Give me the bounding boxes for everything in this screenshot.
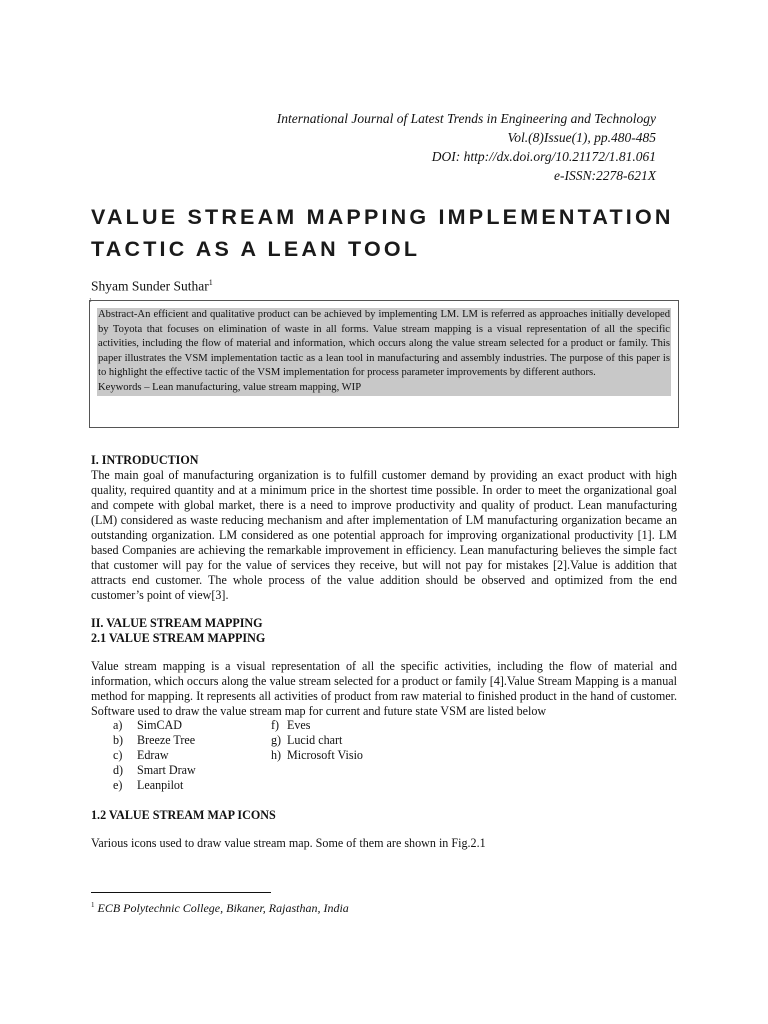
- list-item: [113, 748, 363, 763]
- list-item-label: Eves: [287, 718, 311, 732]
- journal-issn: e-ISSN:2278-621X: [554, 168, 656, 183]
- list-item: [113, 763, 363, 778]
- list-marker: b): [113, 733, 124, 747]
- abstract-highlight: [97, 308, 671, 396]
- list-item-label: Smart Draw: [137, 763, 196, 777]
- affiliation-mark: 1: [89, 298, 92, 304]
- software-list: [113, 718, 363, 793]
- list-item-label: Edraw: [137, 748, 169, 762]
- footnote-text: ECB Polytechnic College, Bikaner, Rajasthan, India: [97, 901, 349, 915]
- abstract-text: Abstract-An efficient and qualitative product can be achieved by implementing LM. LM is referred as approaches initially developed by Toyota that focuses on elimination of waste in all forms. Value stream mapping is a visual representation of all the specific activities, including the flow of material and information, which occurs along the value stream selected for a product or family. This paper illustrates the VSM implementation tactic as a lean tool in manufacturing and assembly industries. The purpose of this paper is to highlight the effective tactic of the VSM implementation for process parameter improvements by different authors.: [98, 309, 670, 379]
- list-marker: h): [271, 748, 282, 762]
- list-marker: c): [113, 748, 123, 762]
- abstract-keywords: Keywords – Lean manufacturing, value stream mapping, WIP: [98, 381, 362, 393]
- subsection-heading-icons: 1.2 VALUE STREAM MAP ICONS: [91, 808, 276, 822]
- list-marker: e): [113, 778, 123, 792]
- journal-name: International Journal of Latest Trends in Engineering and Technology: [276, 111, 656, 126]
- list-item-label: Microsoft Visio: [287, 748, 363, 762]
- section-heading-vsm: II. VALUE STREAM MAPPING: [91, 616, 263, 630]
- intro-heading: I. INTRODUCTION: [91, 453, 199, 467]
- vsm-paragraph: Value stream mapping is a visual representation of all the specific activities, including the flow of material and information, which occurs along the value stream selected for a product or family [4].Value Stream Mapping is a manual method for mapping. It represents all activities of product from raw material to finished product in the hand of customer. Software used to draw the value stream map for current and future state VSM are listed below: [91, 659, 677, 718]
- journal-header: [277, 109, 656, 185]
- list-marker: f): [271, 718, 280, 732]
- subsection-heading-vsm: 2.1 VALUE STREAM MAPPING: [91, 631, 266, 645]
- list-item-label: Lucid chart: [287, 733, 343, 747]
- list-item-label: SimCAD: [137, 718, 183, 732]
- list-item-label: Leanpilot: [137, 778, 184, 792]
- list-marker: g): [271, 733, 282, 747]
- title-line-1: VALUE STREAM MAPPING IMPLEMENTATION: [91, 205, 674, 229]
- list-item-label: Breeze Tree: [137, 733, 196, 747]
- list-marker: d): [113, 763, 124, 777]
- footnote-marker: 1: [91, 901, 95, 909]
- title-line-2: TACTIC AS A LEAN TOOL: [91, 237, 421, 261]
- author-name: Shyam Sunder Suthar: [91, 278, 209, 294]
- list-item: [113, 718, 363, 733]
- journal-doi: DOI: http://dx.doi.org/10.21172/1.81.061: [431, 149, 656, 164]
- intro-paragraph: The main goal of manufacturing organization is to fulfill customer demand by providing an exact product with high quality, required quantity and at a minimum price in the shortest time possible. In order to meet the organizational goal and compete with global market, there is a need to improve productivity and quality of product. Lean manufacturing (LM) considered as waste reducing mechanism and after implementation of LM manufacturing organization became an outstanding organization. LM considered as one potential approach for improving organizational productivity [1]. LM based Companies are achieving the remarkable improvement in efficiency. Lean manufacturing believes the simple fact that customer will pay for the value of services they receive, but will not pay for mistakes [2].Value is addition that attracts end customer. The whole process of the value addition should be observed and optimized from the end customer’s point of view[3].: [91, 468, 677, 602]
- abstract-box: [89, 300, 679, 428]
- icons-paragraph: Various icons used to draw value stream map. Some of them are shown in Fig.2.1: [91, 836, 486, 850]
- list-item: [113, 778, 363, 793]
- author-affiliation-marker: 1: [208, 278, 213, 287]
- paper-title: [91, 201, 674, 265]
- list-item: [113, 733, 363, 748]
- footnote: [91, 901, 349, 916]
- list-marker: a): [113, 718, 123, 732]
- author: [91, 278, 213, 295]
- footnote-divider: [91, 892, 271, 893]
- journal-volume: Vol.(8)Issue(1), pp.480-485: [507, 130, 656, 145]
